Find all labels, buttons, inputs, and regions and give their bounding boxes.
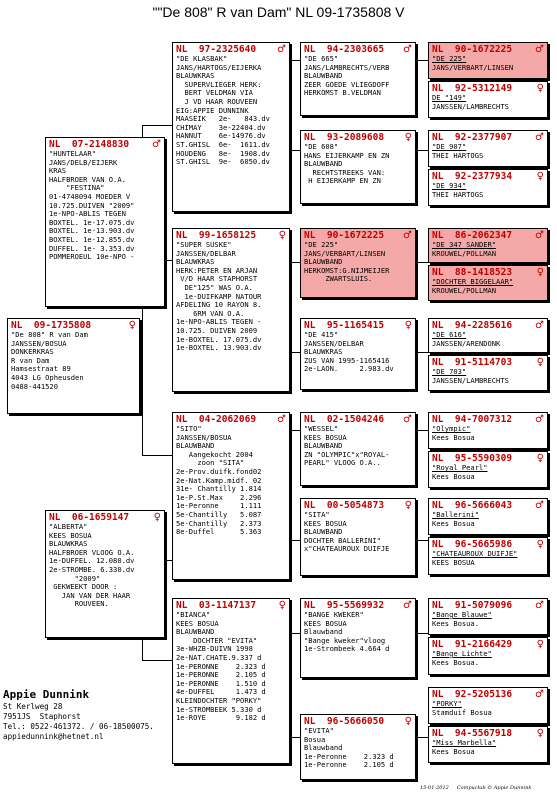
pigeon-info-line: BERT VELDMAN VIA (176, 89, 253, 98)
pigeon-info-line: Kees Bosua (432, 433, 475, 442)
sex-icon: ♂ (535, 414, 544, 425)
pigeon-info-line: Aangekocht 2004 (176, 450, 253, 459)
ring-header (432, 320, 544, 331)
pigeon-info-line: DE"125" WAS O.A. (176, 283, 253, 292)
pigeon-info-line: BLAUWKRAS (49, 540, 88, 549)
pigeon-info-line: "DE 907" (432, 143, 467, 151)
sex-icon: ♀ (278, 600, 286, 611)
pigeon-info-line: AFDELING 10 RAYON 8. (176, 301, 262, 310)
pigeon-info-line: BLAUWBAND (176, 628, 215, 637)
pigeon-info-line: "FESTINA" (49, 184, 105, 193)
pigeon-info-line: BLAUWKRAS (176, 72, 215, 81)
ring-number: NL 91-5079096 (432, 600, 513, 611)
pigeon-info-line: KEES BOSUA (432, 558, 475, 567)
pigeon-info-line: KROUWEL/POLLMAN (432, 249, 497, 258)
ring-header (432, 83, 544, 94)
pigeon-card-sd-dam (300, 318, 416, 390)
pigeon-info-line: JANSSEN/DELBAR (176, 249, 236, 258)
pigeon-info-line: 2e-Prov.duifk.fond02 (176, 467, 262, 476)
sex-icon: ♂ (403, 600, 412, 611)
pigeon-info-line: "Miss Marbella" (432, 739, 497, 747)
pigeon-info-line: Kees Bosua. (432, 658, 479, 667)
pigeon-info-line: 6RM VAN O.A. (176, 309, 245, 318)
pigeon-info-line: JANS/VERBART/LINSEN (304, 249, 386, 258)
pigeon-info-line: ST.GHISL 6e- 1611.dv (176, 140, 270, 149)
pigeon-info-line: 1e-BOXTEL. 13.903.dv (176, 344, 262, 353)
pigeon-card-g4-3 (428, 130, 548, 167)
pigeon-info-line: 1e-Peronne 2.105 d (304, 761, 394, 770)
ring-header (304, 230, 412, 241)
pigeon-info-line: HALFBROER VLOOG O.A. (49, 548, 135, 557)
pigeon-info-line: "EVITA" (304, 727, 334, 735)
pigeon-card-dam-dam (172, 598, 290, 764)
pigeon-card-g4-12 (428, 537, 548, 575)
pigeon-info-line: 3e-WHZB-DUIVN 1998 (176, 645, 253, 654)
pigeon-info-line: x"CHATEAUROUX DUIFJE (304, 545, 390, 554)
sex-icon: ♀ (536, 267, 544, 278)
ring-number: NL 06-1659147 (49, 512, 130, 523)
ring-number: NL 91-2166429 (432, 639, 513, 650)
pigeon-info-line: Kees Bosua (432, 747, 475, 756)
footer-credit: 15-01-2012 Compuclub © Appie Dunnink (420, 785, 532, 791)
pigeon-card-sire (45, 137, 165, 307)
pigeon-card-g4-11 (428, 498, 548, 535)
ring-number: NL 97-2325640 (176, 44, 257, 55)
pigeon-card-g4-2 (428, 81, 548, 118)
ring-number: NL 96-5666050 (304, 716, 385, 727)
pigeon-info-line: "2009" (49, 574, 101, 583)
pigeon-info-line: V/D HAAR STAPHORST (176, 275, 258, 284)
ring-number: NL 88-1418523 (432, 267, 513, 278)
pigeon-info-line: JANS/VERBART/LINSEN (432, 63, 514, 72)
sex-icon: ♂ (535, 44, 544, 55)
pigeon-info-line: THEI HARTOGS (432, 190, 484, 199)
pigeon-info-line: 1e-NPO-ABLIS TEGEN (49, 210, 126, 219)
ring-header (49, 512, 161, 523)
pigeon-info-line: KEES BOSUA (304, 519, 347, 528)
pigeon-info-line: "SUPER SUSKE" (176, 241, 232, 249)
pigeon-info-line: 2e-NAT.CHATE.9.337 d (176, 653, 262, 662)
pigeon-card-ds-dam (300, 498, 416, 576)
pigeon-info-line: THEI HARTOGS (432, 151, 484, 160)
ring-header (304, 500, 412, 511)
pigeon-info-line: 2e-Nat.Kamp.midf. 02 (176, 476, 262, 485)
ring-number: NL 95-1165415 (304, 320, 385, 331)
pigeon-info-line: ZN "OLYMPIC"x"ROYAL- (304, 450, 390, 459)
ring-number: NL 94-5567918 (432, 728, 513, 739)
pigeon-info-line: "DE 347 SANDER" (432, 241, 497, 249)
ring-number: NL 92-2377907 (432, 132, 513, 143)
sex-icon: ♀ (536, 83, 544, 94)
pigeon-card-sire-dam (172, 228, 290, 392)
breeder-name: Appie Dunnink (3, 688, 90, 701)
pigeon-card-g4-7 (428, 318, 548, 353)
pigeon-info-line: 2e-LAON. 2.983.dv (304, 365, 394, 374)
pigeon-info-line: HERKOMST:G.NIJMEIJER (304, 266, 390, 275)
ring-number: NL 91-5114703 (432, 357, 513, 368)
pigeon-card-dd-dam (300, 714, 416, 780)
ring-header (11, 320, 136, 331)
pigeon-info-line: "SITO" (176, 425, 202, 433)
pigeon-info-line: KRAS (49, 167, 67, 176)
sex-icon: ♂ (535, 689, 544, 700)
ring-number: NL 00-5054873 (304, 500, 385, 511)
ring-header (176, 230, 286, 241)
pigeon-info-line: ZWARTSLUIS. (304, 275, 373, 284)
ring-header (432, 500, 544, 511)
pigeon-info-line: Hamsestraat 89 (11, 365, 71, 374)
breeder-address-line: St Kerlweg 28 (3, 702, 63, 711)
pigeon-info-line: Blauwband (304, 628, 343, 637)
pigeon-info-line: JANS/LAMBRECHTS/VERB (304, 63, 390, 72)
pigeon-info-line: BLAUWBAND (176, 442, 215, 451)
pigeon-info-line: 5e-Chantilly 2.373 (176, 519, 262, 528)
pigeon-info-line: 1e-P.St.Max 2.296 (176, 493, 262, 502)
connector-line (142, 455, 175, 456)
pigeon-card-subject (7, 318, 140, 414)
sex-icon: ♂ (535, 132, 544, 143)
pigeon-info-line: "DE 225" (304, 241, 339, 249)
pigeon-info-line: "Ballerini" (432, 511, 479, 519)
pigeon-info-line: CHIMAY 3e-22404.dv (176, 123, 266, 132)
pigeon-info-line: "PORKY" (432, 700, 462, 708)
pigeon-info-line: Bosua (304, 735, 326, 744)
ring-header (432, 171, 544, 182)
pigeon-card-g4-1 (428, 42, 548, 79)
ring-header (176, 414, 286, 425)
pigeon-info-line: 10.725. DUIVEN 2009 (176, 326, 258, 335)
sex-icon: ♀ (153, 512, 161, 523)
pigeon-info-line: J VD HAAR ROUVEEN (176, 97, 258, 106)
pigeon-info-line: ST.GHISL 9e- 6050.dv (176, 158, 270, 167)
breeder-city-line: 7951JS Staphorst (3, 712, 81, 721)
pigeon-info-line: "Bange Blauwe" (432, 611, 492, 619)
pigeon-info-line: JANS/DELB/EIJERK (49, 158, 118, 167)
pigeon-info-line: HANS EIJERKAMP EN ZN (304, 151, 390, 160)
sex-icon: ♀ (536, 539, 544, 550)
sex-icon: ♂ (535, 230, 544, 241)
pigeon-info-line: "ALBERTA" (49, 523, 88, 531)
ring-number: NL 94-7007312 (432, 414, 513, 425)
pigeon-info-line: KEES BOSUA (176, 619, 219, 628)
pigeon-card-g4-8 (428, 355, 548, 391)
pigeon-info-line: "DE 665" (304, 55, 339, 63)
sex-icon: ♀ (128, 320, 136, 331)
pigeon-card-ss-sire (300, 42, 416, 116)
pigeon-info-line: 5e-Chantilly 5.087 (176, 510, 262, 519)
sex-icon: ♀ (536, 728, 544, 739)
pigeon-info-line: Blauwband (304, 744, 343, 753)
pigeon-info-line: "De 808" R van Dam (11, 331, 88, 339)
pigeon-info-line: Kees Bosua (432, 519, 475, 528)
pigeon-info-line: 1e-STROMBEEK 5.330 d (176, 705, 262, 714)
pigeon-info-line: 31e- Chantilly 1.814 (176, 485, 262, 494)
pigeon-info-line: "Olympic" (432, 425, 471, 433)
pigeon-info-line: BLAUWBAND (304, 442, 343, 451)
pigeon-info-line: HERKOMST B.VELDMAN (304, 89, 381, 98)
breeder-info (3, 688, 171, 742)
pigeon-info-line: JANSSEN/DELBAR (304, 339, 364, 348)
pigeon-info-line: KEES BOSUA (49, 531, 92, 540)
ring-number: NL 07-2148830 (49, 139, 130, 150)
ring-header (432, 689, 544, 700)
ring-header (432, 414, 544, 425)
pigeon-info-line: "HUNTELAAR" (49, 150, 96, 158)
pigeon-info-line: BLAUWKRAS (304, 348, 343, 357)
ring-header (432, 357, 544, 368)
pigeon-card-g4-9 (428, 412, 548, 449)
sex-icon: ♂ (277, 44, 286, 55)
pigeon-info-line: JANSSEN/BOSUA (11, 339, 67, 348)
pigeon-info-line: GEKWEEKT DOOR : (49, 583, 118, 592)
sex-icon: ♂ (535, 600, 544, 611)
pigeon-card-g4-4 (428, 169, 548, 206)
pigeon-info-line: "Bange Lichte" (432, 650, 492, 658)
pigeon-info-line: 4043 LG Opheusden (11, 373, 84, 382)
pigeon-info-line: JAN VAN DER HAAR (49, 591, 131, 600)
ring-number: NL 90-1672225 (304, 230, 385, 241)
sex-icon: ♀ (278, 230, 286, 241)
pigeon-info-line: BLAUWBAND (304, 258, 343, 267)
ring-number: NL 94-2303665 (304, 44, 385, 55)
pigeon-info-line: 01-4748094 MOEDER V (49, 192, 131, 201)
sex-icon: ♂ (535, 500, 544, 511)
pigeon-info-line: "DE 934" (432, 182, 467, 190)
pigeon-info-line: BLAUWKRAS (176, 258, 215, 267)
pigeon-info-line: JANSSEN/BOSUA (176, 433, 232, 442)
pigeon-info-line: Stamduif Bosua (432, 708, 492, 717)
sex-icon: ♀ (404, 320, 412, 331)
pigeon-info-line: Kees Bosua. (432, 619, 479, 628)
pigeon-info-line: DONKERKRAS (11, 348, 54, 357)
ring-number: NL 99-1658125 (176, 230, 257, 241)
pigeon-info-line: KLEINDOCHTER "PORKY" (176, 696, 262, 705)
sex-icon: ♂ (403, 414, 412, 425)
pigeon-info-line: DOCHTER "EVITA" (176, 636, 258, 645)
ring-header (304, 320, 412, 331)
ring-number: NL 94-2285616 (432, 320, 513, 331)
pigeon-info-line: "SITA" (304, 511, 330, 519)
pigeon-info-line: zoon "SITA" (176, 459, 245, 468)
pigeon-info-line: "BIANCA" (176, 611, 211, 619)
pigeon-card-g4-15 (428, 687, 548, 724)
ring-header (432, 132, 544, 143)
pigeon-info-line: H EIJERKAMP EN ZN (304, 177, 381, 186)
ring-number: NL 95-5569932 (304, 600, 385, 611)
pigeon-info-line: RECHTSTREEKS VAN: (304, 168, 386, 177)
pigeon-info-line: Kees Bosua (432, 472, 475, 481)
pigeon-info-line: 0488-441520 (11, 382, 58, 391)
ring-header (176, 600, 286, 611)
pigeon-info-line: DE "149" (432, 94, 467, 102)
sex-icon: ♀ (404, 716, 412, 727)
pigeon-info-line: 1e-PERONNE 2.323 d (176, 662, 266, 671)
pigeon-info-line: "DE 616" (432, 331, 467, 339)
pigeon-info-line: ROUVEEN. (49, 600, 109, 609)
sex-icon: ♀ (536, 171, 544, 182)
pigeon-card-dam (45, 510, 165, 638)
pigeon-info-line: "BANGE KWEKER" (304, 611, 364, 619)
pigeon-card-dam-sire (172, 412, 290, 580)
pigeon-info-line: 10.725.DUIVEN "2009" (49, 201, 135, 210)
ring-number: NL 95-5590309 (432, 453, 513, 464)
pigeon-card-g4-6 (428, 265, 548, 301)
pigeon-info-line: ZEER GOEDE VLIEGDOFF (304, 80, 390, 89)
pigeon-info-line: "DE KLASBAK" (176, 55, 228, 63)
ring-header (432, 639, 544, 650)
pigeon-info-line: KEES BOSUA (304, 619, 347, 628)
pigeon-info-line: KROUWEL/POLLMAN (432, 286, 497, 295)
ring-header (49, 139, 161, 150)
sex-icon: ♀ (404, 500, 412, 511)
pigeon-info-line: 2e-STROMBE. 6.330.dv (49, 565, 135, 574)
pigeon-info-line: "DE 703" (432, 368, 467, 376)
pigeon-card-g4-5 (428, 228, 548, 263)
pigeon-info-line: DOCHTER BALLERINI" (304, 536, 381, 545)
ring-number: NL 86-2062347 (432, 230, 513, 241)
ring-header (432, 539, 544, 550)
pigeon-info-line: HERK:PETER EN ARJAN (176, 266, 258, 275)
breeder-email-line[interactable]: appiedunnink@hetnet.nl (3, 732, 104, 741)
pigeon-info-line: JANS/HARTOGS/EIJERKA (176, 63, 262, 72)
ring-number: NL 92-5205136 (432, 689, 513, 700)
pigeon-card-ds-sire (300, 412, 416, 486)
pigeon-card-g4-16 (428, 726, 548, 763)
pigeon-info-line: "WESSEL" (304, 425, 339, 433)
pigeon-info-line: 1e-ROYE 9.182 d (176, 714, 266, 723)
pigeon-info-line: "DE 225" (432, 55, 467, 63)
pigeon-card-g4-14 (428, 637, 548, 675)
pigeon-info-line: "Bange kweker"vloog (304, 636, 386, 645)
pigeon-card-sd-sire (300, 228, 416, 298)
ring-number: NL 93-2089608 (304, 132, 385, 143)
ring-header (432, 453, 544, 464)
ring-number: NL 02-1504246 (304, 414, 385, 425)
pigeon-info-line: "DOCHTER BIGGELAAR" (432, 278, 514, 286)
ring-header (432, 600, 544, 611)
sex-icon: ♂ (403, 230, 412, 241)
pigeon-info-line: R van Dam (11, 356, 50, 365)
pigeon-card-ss-dam (300, 130, 416, 204)
pigeon-info-line: JANSSEN/LAMBRECHTS (432, 102, 509, 111)
pigeon-info-line: JANSSEN/ARENDONK (432, 339, 501, 348)
pigeon-info-line: "DE 415" (304, 331, 339, 339)
pigeon-info-line: BLAUWBAND (304, 72, 343, 81)
sex-icon: ♀ (404, 132, 412, 143)
connector-line (142, 660, 175, 661)
pigeon-info-line: 1e-BOXTEL. 17.075.dv (176, 335, 262, 344)
pigeon-info-line: SUPERVLIEGER HERK: (176, 80, 262, 89)
ring-header (432, 728, 544, 739)
connector-line (142, 125, 175, 126)
ring-header (304, 716, 412, 727)
pedigree-title: ""De 808" R van Dam" NL 09-1735808 V (152, 4, 405, 20)
pigeon-info-line: ZUS VAN 1995-1165416 (304, 356, 390, 365)
pigeon-info-line: 1e-PERONNE 1.510 d (176, 679, 266, 688)
pigeon-info-line: BLAUWBAND (304, 528, 343, 537)
pigeon-info-line: "Royal Pearl" (432, 464, 488, 472)
ring-header (432, 230, 544, 241)
ring-header (304, 600, 412, 611)
pigeon-info-line: BOXTEL. 1e-12.855.dv (49, 235, 135, 244)
sex-icon: ♂ (277, 414, 286, 425)
pigeon-info-line: PEARL" VLOOG O.A.. (304, 459, 381, 468)
sex-icon: ♂ (535, 320, 544, 331)
pigeon-info-line: 1e-Peronne 2.323 d (304, 752, 394, 761)
pigeon-info-line: MAASEIK 2e- 843.dv (176, 115, 270, 124)
ring-header (432, 44, 544, 55)
pigeon-info-line: HANNUT 6e-14976.dv (176, 132, 266, 141)
pigeon-info-line: "CHATEAUROUX DUIFJE" (432, 550, 518, 558)
ring-header (304, 44, 412, 55)
pigeon-info-line: DUFFEL. 1e- 3.353.dv (49, 244, 135, 253)
sex-icon: ♀ (536, 357, 544, 368)
ring-header (304, 132, 412, 143)
sex-icon: ♂ (403, 44, 412, 55)
pigeon-card-g4-13 (428, 598, 548, 635)
ring-header (432, 267, 544, 278)
pigeon-info-line: 1e-PERONNE 2.105 d (176, 671, 266, 680)
pigeon-info-line: KEES BOSUA (304, 433, 347, 442)
pigeon-info-line: BLAUWBAND (304, 160, 343, 169)
pigeon-info-line: 1e-DUIFKAMP NATOUR (176, 292, 262, 301)
pigeon-card-sire-sire (172, 42, 290, 212)
ring-number: NL 96-5665986 (432, 539, 513, 550)
pigeon-info-line: 1e-Strombeek 4.664 d (304, 645, 390, 654)
ring-header (304, 414, 412, 425)
breeder-phone-line: Tel.: 0522-461372. / 06-18500075. (3, 722, 154, 731)
pigeon-info-line: 4e-DUFFEL 1.473 d (176, 688, 266, 697)
ring-number: NL 04-2062069 (176, 414, 257, 425)
pigeon-info-line: JANSSEN/LAMBRECHTS (432, 376, 509, 385)
pigeon-info-line: EIG:APPIE DUNNINK (176, 106, 249, 115)
pigeon-info-line: HOUDENG 8e- 1908.dv (176, 149, 270, 158)
sex-icon: ♀ (536, 639, 544, 650)
pigeon-card-g4-10 (428, 451, 548, 488)
pigeon-info-line: BOXTEL. 1e-17.075.dv (49, 218, 135, 227)
ring-number: NL 92-5312149 (432, 83, 513, 94)
pigeon-info-line: 1e-Peronne 1.111 (176, 502, 262, 511)
pigeon-info-line: HALFBROER VAN O.A. (49, 175, 126, 184)
pigeon-info-line: 8e-Duffel 5.363 (176, 528, 262, 537)
pigeon-info-line: POMMEROEUL 10e-NPO - (49, 253, 135, 262)
ring-number: NL 90-1672225 (432, 44, 513, 55)
ring-header (176, 44, 286, 55)
ring-number: NL 09-1735808 (11, 320, 92, 331)
sex-icon: ♂ (152, 139, 161, 150)
sex-icon: ♀ (536, 453, 544, 464)
ring-number: NL 96-5666043 (432, 500, 513, 511)
pigeon-info-line: BOXTEL. 1e-13.903.dv (49, 227, 135, 236)
ring-number: NL 92-2377934 (432, 171, 513, 182)
pigeon-info-line: 1e-NPO-ABLIS TEGEN - (176, 318, 262, 327)
pigeon-card-dd-sire (300, 598, 416, 678)
pigeon-info-line: 1e-DUFFEL. 12.080.dv (49, 557, 135, 566)
pigeon-info-line: "DE 608" (304, 143, 339, 151)
ring-number: NL 03-1147137 (176, 600, 257, 611)
